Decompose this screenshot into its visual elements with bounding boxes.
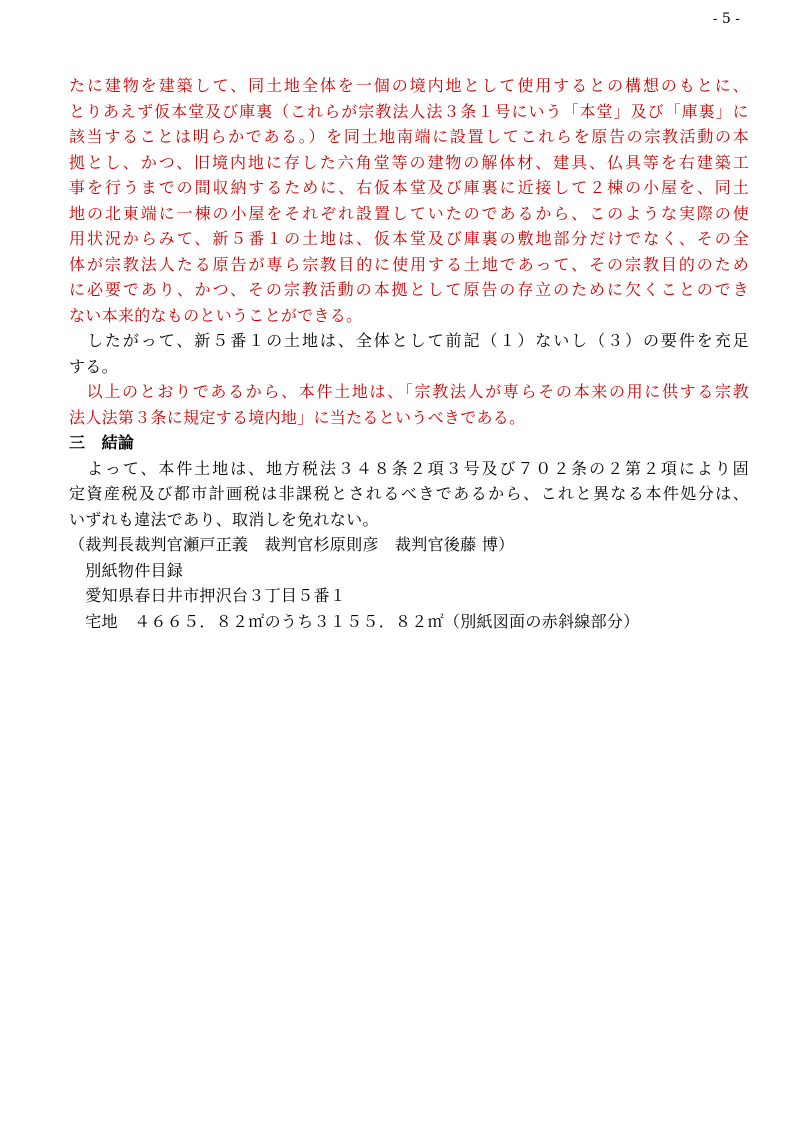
- text-line: 愛知県春日井市押沢台３丁目５番１: [69, 586, 347, 605]
- text-line: 別紙物件目録: [69, 560, 184, 580]
- text-line: 拠とし、かつ、旧境内地に存した六角堂等の建物の解体材、建具、仏具等を右建築工: [69, 152, 749, 172]
- text-line: とりあえず仮本堂及び庫裏（これらが宗教法人法３条１号にいう「本堂」及び「庫裏」に: [69, 101, 749, 121]
- text-line: いずれも違法であり、取消しを免れない。: [69, 509, 379, 529]
- text-line: （裁判長裁判官瀬戸正義 裁判官杉原則彦 裁判官後藤 博）: [69, 535, 515, 554]
- text-line: 定資産税及び都市計画税は非課税とされるべきであるから、これと異なる本件処分は、: [69, 484, 749, 503]
- document-body: [69, 73, 749, 634]
- text-line: 以上のとおりであるから、本件土地は、「宗教法人が専らその本来の用に供する宗教: [69, 382, 749, 401]
- text-line: したがって、新５番１の土地は、全体として前記（１）ないし（３）の要件を充足: [69, 331, 749, 350]
- text-line: 該当することは明らかである。）を同土地南端に設置してこれらを原告の宗教活動の本: [69, 127, 749, 146]
- text-line: する。: [69, 356, 118, 376]
- text-line: 事を行うまでの間収納するために、右仮本堂及び庫裏に近接して２棟の小屋を、同土: [69, 178, 749, 197]
- section-heading: 三 結論: [69, 433, 135, 452]
- text-line: たに建物を建築して、同土地全体を一個の境内地として使用するとの構想のもとに、: [69, 76, 749, 95]
- text-line: 法人法第３条に規定する境内地」に当たるというべきである。: [69, 407, 526, 427]
- text-line: 用状況からみて、新５番１の土地は、仮本堂及び庫裏の敷地部分だけでなく、その全: [69, 229, 749, 248]
- text-line: 宅地 ４６６５．８２㎡のうち３１５５．８２㎡（別紙図面の赤斜線部分）: [69, 611, 640, 631]
- text-line: よって、本件土地は、地方税法３４８条２項３号及び７０２条の２第２項により固: [69, 458, 749, 478]
- text-line: 体が宗教法人たる原告が専ら宗教目的に使用する土地であって、その宗教目的のため: [69, 254, 749, 274]
- text-line: 地の北東端に一棟の小屋をそれぞれ設置していたのであるから、このような実際の使: [69, 203, 749, 223]
- page-number: - 5 -: [712, 11, 740, 27]
- text-line: ない本来的なものということができる。: [69, 305, 363, 325]
- text-line: に必要であり、かつ、その宗教活動の本拠として原告の存立のために欠くことのでき: [69, 280, 749, 299]
